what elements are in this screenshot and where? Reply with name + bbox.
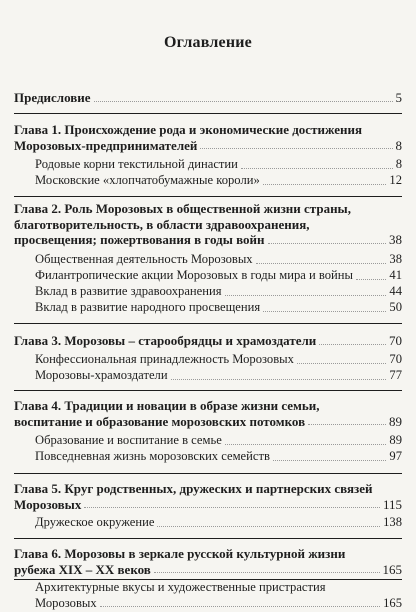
divider xyxy=(14,390,402,391)
toc-subentry xyxy=(35,268,402,284)
entry-text: Вклад в развитие здравоохранения xyxy=(35,284,222,298)
toc-subentry xyxy=(35,352,402,368)
page-number: 165 xyxy=(383,595,402,610)
entry-text: Глава 2. Роль Морозовых в общественной жизни страны, xyxy=(14,201,351,216)
toc-subentry xyxy=(35,515,402,531)
toc-entry-preface xyxy=(14,90,402,106)
entry-text: Родовые корни текстильной династии xyxy=(35,157,238,171)
leader-dots xyxy=(225,295,387,296)
entry-text: Глава 6. Морозовы в зеркале русской культурной жизни xyxy=(14,546,346,561)
toc-entry-chapter-3 xyxy=(14,333,402,349)
leader-dots xyxy=(256,263,387,264)
page-number: 97 xyxy=(389,449,402,463)
divider xyxy=(14,196,402,197)
toc-entry-chapter-2 xyxy=(14,201,402,248)
leader-dots xyxy=(273,460,386,461)
leader-dots xyxy=(171,379,387,380)
leader-dots xyxy=(100,606,380,607)
entry-text: Повседневная жизнь морозовских семейств xyxy=(35,449,270,463)
page-number: 38 xyxy=(389,232,402,247)
toc-subentry xyxy=(35,300,402,316)
toc-entry-chapter-4 xyxy=(14,398,402,429)
entry-text: благотворительность, в области здравоохранения, xyxy=(14,216,310,232)
toc-subentry xyxy=(35,449,402,465)
divider xyxy=(14,113,402,114)
leader-dots xyxy=(319,344,386,345)
leader-dots xyxy=(297,363,386,364)
leader-dots xyxy=(263,311,386,312)
leader-dots xyxy=(154,572,380,573)
entry-text: воспитание и образование морозовских потомков xyxy=(14,413,306,429)
toc-subentry xyxy=(35,252,402,268)
divider xyxy=(14,538,402,539)
leader-dots xyxy=(157,526,380,527)
entry-text: Морозовых-предпринимателей xyxy=(14,137,198,153)
page-number: 115 xyxy=(382,496,402,512)
page-number: 89 xyxy=(389,433,402,447)
entry-text: Дружеское окружение xyxy=(35,515,155,529)
toc-subentry xyxy=(35,433,402,449)
entry-text: Предисловие xyxy=(14,90,91,105)
page-number: 89 xyxy=(389,413,402,429)
page-number: 138 xyxy=(383,515,402,529)
toc-entry-chapter-5 xyxy=(14,481,402,512)
entry-text: Глава 3. Морозовы – старообрядцы и храмоздатели xyxy=(14,333,317,348)
page-number: 38 xyxy=(389,252,402,266)
leader-dots xyxy=(84,507,380,508)
entry-text: Морозовых xyxy=(35,595,97,610)
page-number: 12 xyxy=(389,173,402,187)
toc-entry-chapter-1 xyxy=(14,122,402,153)
entry-text: просвещения; пожертвования в годы войн xyxy=(14,232,265,247)
page-number: 77 xyxy=(389,368,402,382)
leader-dots xyxy=(356,279,386,280)
page-number: 70 xyxy=(389,333,402,348)
page-number: 44 xyxy=(389,284,402,298)
entry-text: Морозовы-храмоздатели xyxy=(35,368,168,382)
entry-text: Образование и воспитание в семье xyxy=(35,433,222,447)
entry-text: Глава 1. Происхождение рода и экономические достижения xyxy=(14,122,362,137)
leader-dots xyxy=(200,148,392,149)
entry-text: Архитектурные вкусы и художественные пристрастия xyxy=(35,580,326,594)
entry-text: Глава 5. Круг родственных, дружеских и партнерских связей xyxy=(14,481,373,496)
toc-subentry xyxy=(35,284,402,300)
entry-text: Глава 4. Традиции и новации в образе жизни семьи, xyxy=(14,398,320,413)
leader-dots xyxy=(268,243,386,244)
entry-text: Московские «хлопчатобумажные короли» xyxy=(35,173,260,187)
leader-dots xyxy=(308,424,386,425)
divider xyxy=(14,473,402,474)
entry-text: Вклад в развитие народного просвещения xyxy=(35,300,261,314)
toc-subentry xyxy=(35,157,402,173)
page-number: 8 xyxy=(395,157,402,171)
toc-subentry xyxy=(35,173,402,189)
leader-dots xyxy=(225,444,387,445)
leader-dots xyxy=(94,101,393,102)
toc-subentry xyxy=(35,580,402,611)
page-number: 5 xyxy=(395,90,402,105)
page-number: 50 xyxy=(389,300,402,314)
entry-text: Морозовых xyxy=(14,496,82,512)
entry-text: Конфессиональная принадлежность Морозовых xyxy=(35,352,294,366)
page-number: 8 xyxy=(395,137,402,153)
leader-dots xyxy=(263,184,387,185)
toc-subentry xyxy=(35,368,402,384)
entry-text: Общественная деятельность Морозовых xyxy=(35,252,253,266)
divider xyxy=(14,323,402,324)
leader-dots xyxy=(241,168,393,169)
page-title: Оглавление xyxy=(164,34,252,51)
toc-entry-chapter-6 xyxy=(14,546,402,577)
page-number: 70 xyxy=(389,352,402,366)
entry-text: рубежа XIX – XX веков xyxy=(14,561,151,577)
page-number: 165 xyxy=(382,561,402,577)
entry-text: Филантропические акции Морозовых в годы мира и войны xyxy=(35,268,353,282)
page-number: 41 xyxy=(389,268,402,282)
